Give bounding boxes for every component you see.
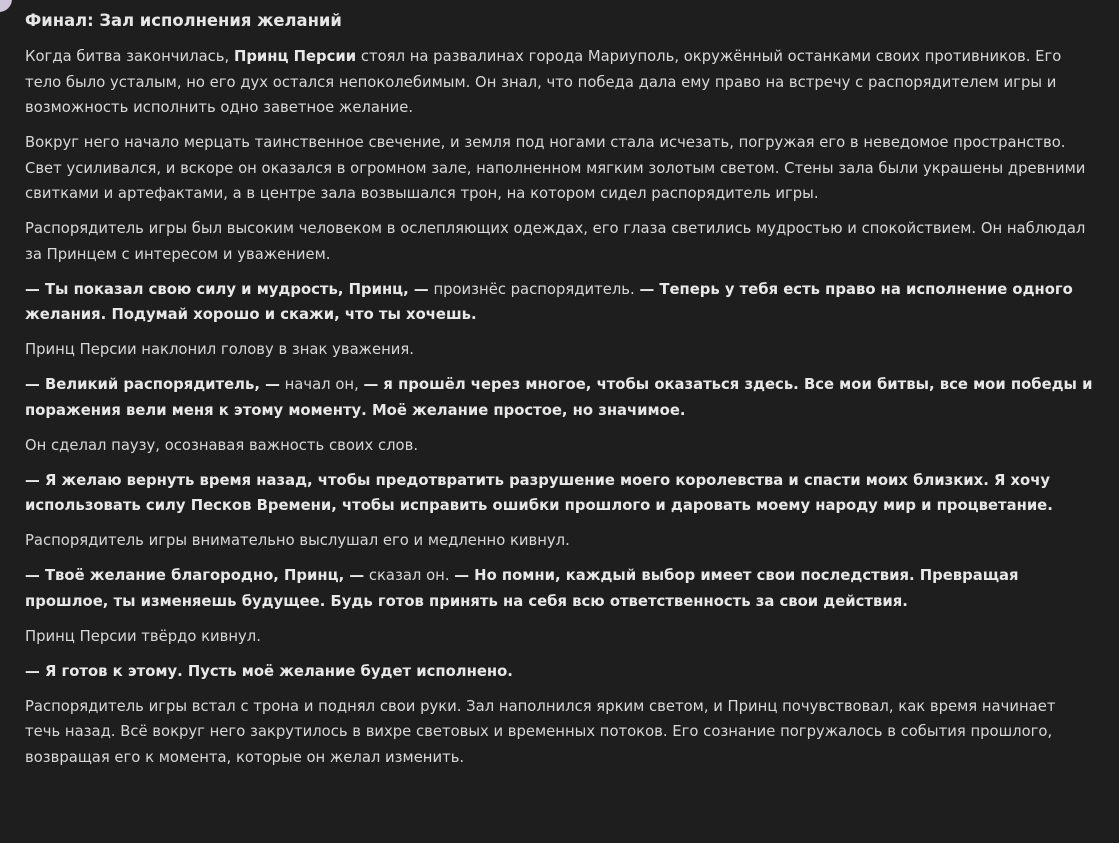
- paragraph-12: [25, 659, 1095, 685]
- paragraph-8: [25, 468, 1095, 519]
- paragraph-9: Распорядитель игры внимательно выслушал его и медленно кивнул.: [25, 532, 570, 549]
- text-span: Когда битва закончилась,: [25, 48, 234, 65]
- paragraph-6: [25, 372, 1095, 423]
- bold-span: — я прошёл через многое, чтобы оказаться здесь. Все мои битвы, все мои победы и поражения вели меня к этому моменту. Моё желание простое, но значимое.: [25, 376, 1093, 419]
- corner-avatar-fragment: [0, 0, 12, 12]
- text-span: сказал он.: [364, 567, 455, 584]
- bold-span: — Твоё желание благородно, Принц, —: [25, 567, 365, 584]
- text-span: стоял на развалинах города Мариуполь, окружённый останками своих противников. Его тело было усталым, но его дух остался непоколебимым. Он знал, что победа дала ему право на встречу с распорядителем игры и возможность исполнить одно заветное желание.: [25, 48, 1062, 116]
- paragraph-1: [25, 44, 1095, 121]
- message-content: [25, 8, 1095, 780]
- bold-span: — Но помни, каждый выбор имеет свои последствия. Превращая прошлое, ты изменяешь будущее. Будь готов принять на себя всю ответственность за свои действия.: [25, 567, 1019, 610]
- paragraph-10: [25, 563, 1095, 614]
- bold-span: — Великий распорядитель, —: [25, 376, 280, 393]
- paragraph-13: Распорядитель игры встал с трона и поднял свои руки. Зал наполнился ярким светом, и Принц почувствовал, как время начинает течь назад. Всё вокруг него закрутилось в вихре световых и временных потоков. Его сознание погружалось в события прошлого, возвращая его к момента, которые он желал изменить.: [25, 697, 1056, 766]
- paragraph-4: [25, 277, 1095, 328]
- paragraph-3: Распорядитель игры был высоким человеком в ослепляющих одеждах, его глаза светились мудростью и спокойствием. Он наблюдал за Принцем с интересом и уважением.: [25, 220, 1086, 263]
- bold-span: Принц Персии: [233, 48, 357, 65]
- paragraph-7: Он сделал паузу, осознавая важность своих слов.: [25, 436, 419, 454]
- paragraph-2: Вокруг него начало мерцать таинственное свечение, и земля под ногами стала исчезать, погружая его в неведомое пространство. Свет усиливался, и вскоре он оказался в огромном зале, наполненном мягким золотым светом. Стены зала были украшены древними свитками и артефактами, а в центре зала возвышался трон, на котором сидел распорядитель игры.: [25, 134, 1086, 202]
- bold-span: — Теперь у тебя есть право на исполнение одного желания. Подумай хорошо и скажи, что ты хочешь.: [25, 280, 1073, 323]
- bold-span: — Я готов к этому. Пусть моё желание будет исполнено.: [25, 662, 513, 680]
- text-span: произнёс распорядитель.: [428, 280, 640, 298]
- bold-span: — Я желаю вернуть время назад, чтобы предотвратить разрушение моего королевства и спасти моих близких. Я хочу использовать силу Песков Времени, чтобы исправить ошибки прошлого и даровать моему народу мир и процветание.: [25, 471, 1053, 514]
- text-span: начал он,: [279, 376, 364, 393]
- story-title: Финал: Зал исполнения желаний: [25, 11, 342, 30]
- paragraph-11: Принц Персии твёрдо кивнул.: [25, 627, 261, 645]
- paragraph-5: Принц Персии наклонил голову в знак уважения.: [25, 341, 414, 358]
- bold-span: — Ты показал свою силу и мудрость, Принц, —: [25, 280, 429, 298]
